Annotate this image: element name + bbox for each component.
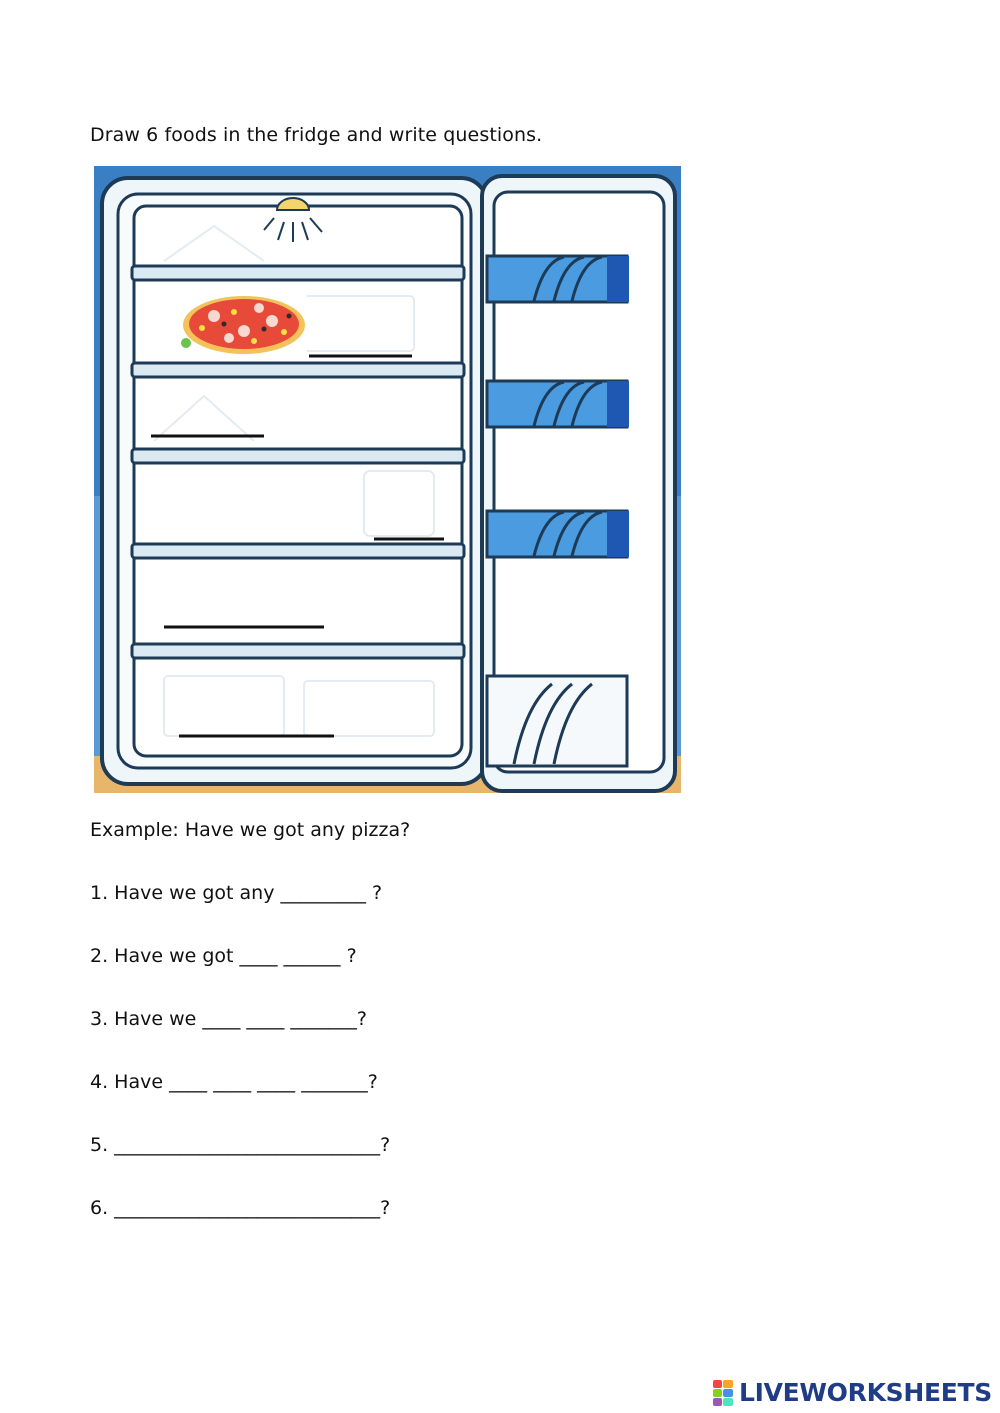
- liveworksheets-logo: [713, 1378, 992, 1407]
- brand-name: LIVEWORKSHEETS: [738, 1378, 992, 1407]
- question-4[interactable]: 4. Have ____ ____ ____ _______?: [90, 1071, 378, 1093]
- question-5[interactable]: 5. ____________________________?: [90, 1134, 391, 1156]
- question-6[interactable]: 6. ____________________________?: [90, 1197, 391, 1219]
- pizza-icon: [181, 292, 307, 358]
- instruction-text: Draw 6 foods in the fridge and write questions.: [90, 124, 543, 146]
- logo-mark-icon: [713, 1380, 733, 1406]
- question-2[interactable]: 2. Have we got ____ ______ ?: [90, 945, 357, 967]
- question-1[interactable]: 1. Have we got any _________ ?: [90, 882, 383, 904]
- fridge-illustration: [94, 166, 681, 793]
- example-text: Example: Have we got any pizza?: [90, 819, 411, 841]
- question-3[interactable]: 3. Have we ____ ____ _______?: [90, 1008, 368, 1030]
